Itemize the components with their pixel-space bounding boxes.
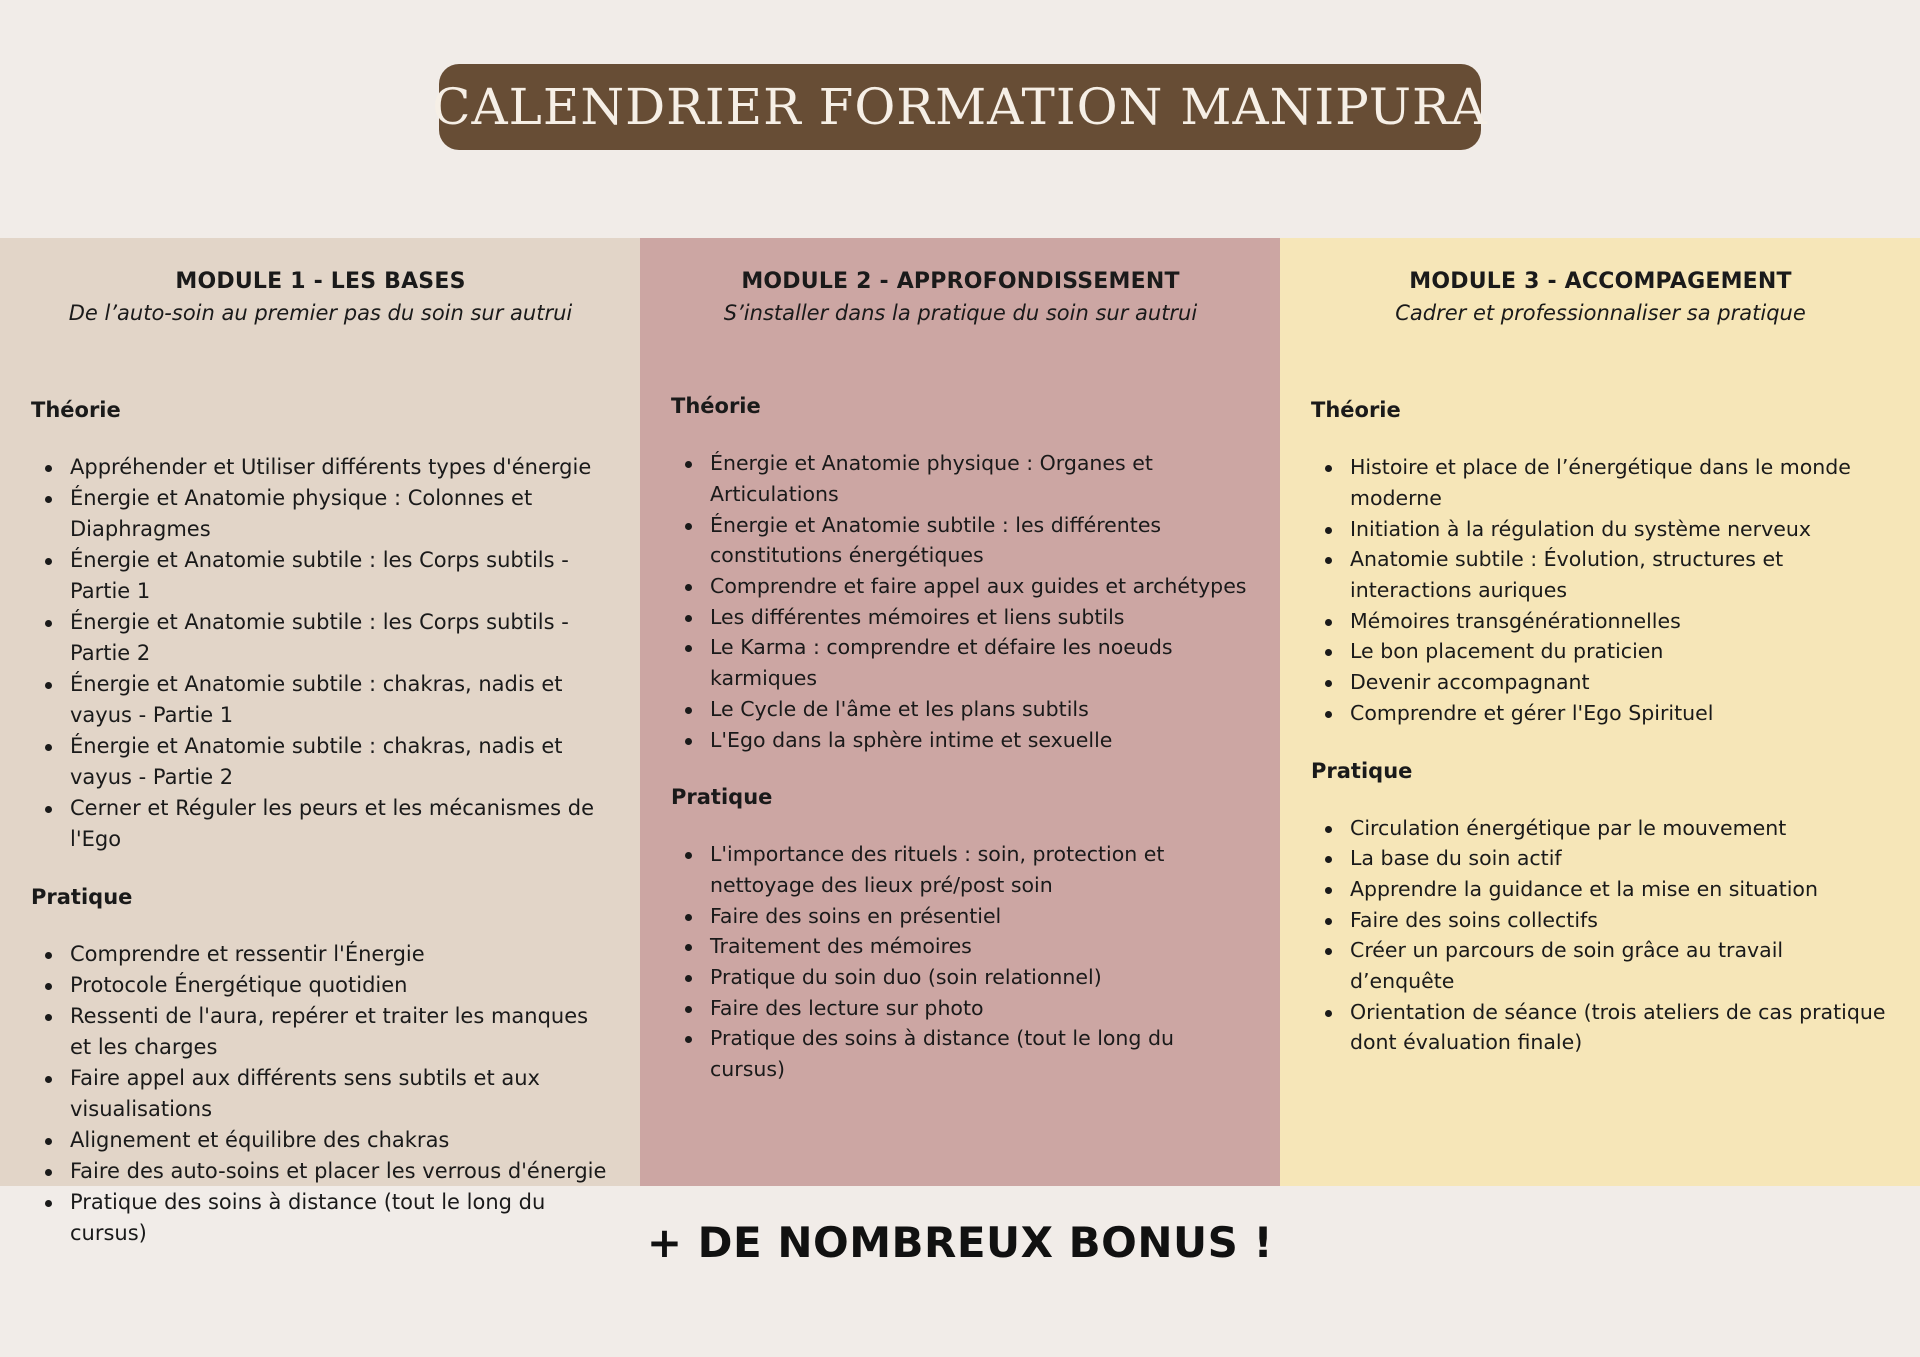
list-item: Énergie et Anatomie subtile : les Corps subtils - Partie 1 (31, 545, 610, 607)
module-3-column (1280, 238, 1920, 1186)
list-item: Créer un parcours de soin grâce au travail d’enquête (1311, 935, 1890, 996)
list-item: Initiation à la régulation du système nerveux (1311, 514, 1890, 545)
list-item: Le bon placement du praticien (1311, 636, 1890, 667)
list-item: Protocole Énergétique quotidien (31, 970, 610, 1001)
list-item: L'importance des rituels : soin, protection et nettoyage des lieux pré/post soin (671, 839, 1250, 900)
list-item: Comprendre et gérer l'Ego Spirituel (1311, 698, 1890, 729)
list-item: Le Karma : comprendre et défaire les noeuds karmiques (671, 632, 1250, 693)
practice-heading: Pratique (671, 785, 773, 810)
bonus-banner: + DE NOMBREUX BONUS ! (646, 1218, 1274, 1267)
title-banner (0, 64, 1920, 150)
list-item: Énergie et Anatomie subtile : les Corps subtils - Partie 2 (31, 607, 610, 669)
list-item: Faire des lecture sur photo (671, 993, 1250, 1024)
list-item: Pratique du soin duo (soin relationnel) (671, 962, 1250, 993)
module-header (1311, 268, 1890, 330)
practice-list (671, 839, 1250, 1085)
list-item: L'Ego dans la sphère intime et sexuelle (671, 725, 1250, 756)
list-item: La base du soin actif (1311, 843, 1890, 874)
theory-list (671, 448, 1250, 755)
list-item: Pratique des soins à distance (tout le long du cursus) (671, 1023, 1250, 1084)
module-title: MODULE 2 - APPROFONDISSEMENT (741, 269, 1180, 294)
list-item: Comprendre et faire appel aux guides et archétypes (671, 571, 1250, 602)
list-item: Apprendre la guidance et la mise en situation (1311, 874, 1890, 905)
module-header (31, 268, 610, 330)
list-item: Le Cycle de l'âme et les plans subtils (671, 694, 1250, 725)
list-item: Pratique des soins à distance (tout le long du cursus) (31, 1187, 610, 1249)
list-item: Devenir accompagnant (1311, 667, 1890, 698)
list-item: Énergie et Anatomie subtile : chakras, nadis et vayus - Partie 1 (31, 669, 610, 731)
list-item: Orientation de séance (trois ateliers de cas pratique dont évaluation finale) (1311, 997, 1890, 1058)
module-title: MODULE 1 - LES BASES (175, 269, 466, 294)
theory-list (31, 452, 610, 855)
list-item: Cerner et Réguler les peurs et les mécanismes de l'Ego (31, 793, 610, 855)
module-subtitle: Cadrer et professionnaliser sa pratique (1395, 300, 1806, 325)
list-item: Alignement et équilibre des chakras (31, 1125, 610, 1156)
list-item: Énergie et Anatomie subtile : les différentes constitutions énergétiques (671, 510, 1250, 571)
list-item: Histoire et place de l’énergétique dans le monde moderne (1311, 452, 1890, 513)
list-item: Circulation énergétique par le mouvement (1311, 813, 1890, 844)
module-subtitle: S’installer dans la pratique du soin sur autrui (723, 300, 1198, 325)
list-item: Énergie et Anatomie physique : Colonnes et Diaphragmes (31, 483, 610, 545)
page-title: CALENDRIER FORMATION MANIPURA (432, 78, 1488, 136)
list-item: Faire appel aux différents sens subtils et aux visualisations (31, 1063, 610, 1125)
module-header (671, 268, 1250, 330)
list-item: Traitement des mémoires (671, 931, 1250, 962)
list-item: Énergie et Anatomie physique : Organes et Articulations (671, 448, 1250, 509)
module-subtitle: De l’auto-soin au premier pas du soin sur autrui (68, 300, 573, 325)
theory-heading: Théorie (1311, 398, 1401, 423)
practice-heading: Pratique (31, 885, 133, 910)
practice-list (1311, 813, 1890, 1059)
module-1-column (0, 238, 640, 1246)
module-2-column (640, 238, 1280, 1186)
theory-list (1311, 452, 1890, 728)
list-item: Les différentes mémoires et liens subtils (671, 602, 1250, 633)
theory-heading: Théorie (671, 394, 761, 419)
title-box (432, 64, 1488, 150)
list-item: Faire des soins en présentiel (671, 901, 1250, 932)
list-item: Énergie et Anatomie subtile : chakras, nadis et vayus - Partie 2 (31, 731, 610, 793)
list-item: Mémoires transgénérationnelles (1311, 606, 1890, 637)
theory-heading: Théorie (31, 398, 121, 423)
practice-list (31, 939, 610, 1249)
list-item: Faire des auto-soins et placer les verrous d'énergie (31, 1156, 610, 1187)
list-item: Faire des soins collectifs (1311, 905, 1890, 936)
list-item: Comprendre et ressentir l'Énergie (31, 939, 610, 970)
practice-heading: Pratique (1311, 758, 1413, 783)
list-item: Appréhender et Utiliser différents types d'énergie (31, 452, 610, 483)
module-title: MODULE 3 - ACCOMPAGEMENT (1409, 269, 1792, 294)
list-item: Ressenti de l'aura, repérer et traiter les manques et les charges (31, 1001, 610, 1063)
list-item: Anatomie subtile : Évolution, structures et interactions auriques (1311, 544, 1890, 605)
